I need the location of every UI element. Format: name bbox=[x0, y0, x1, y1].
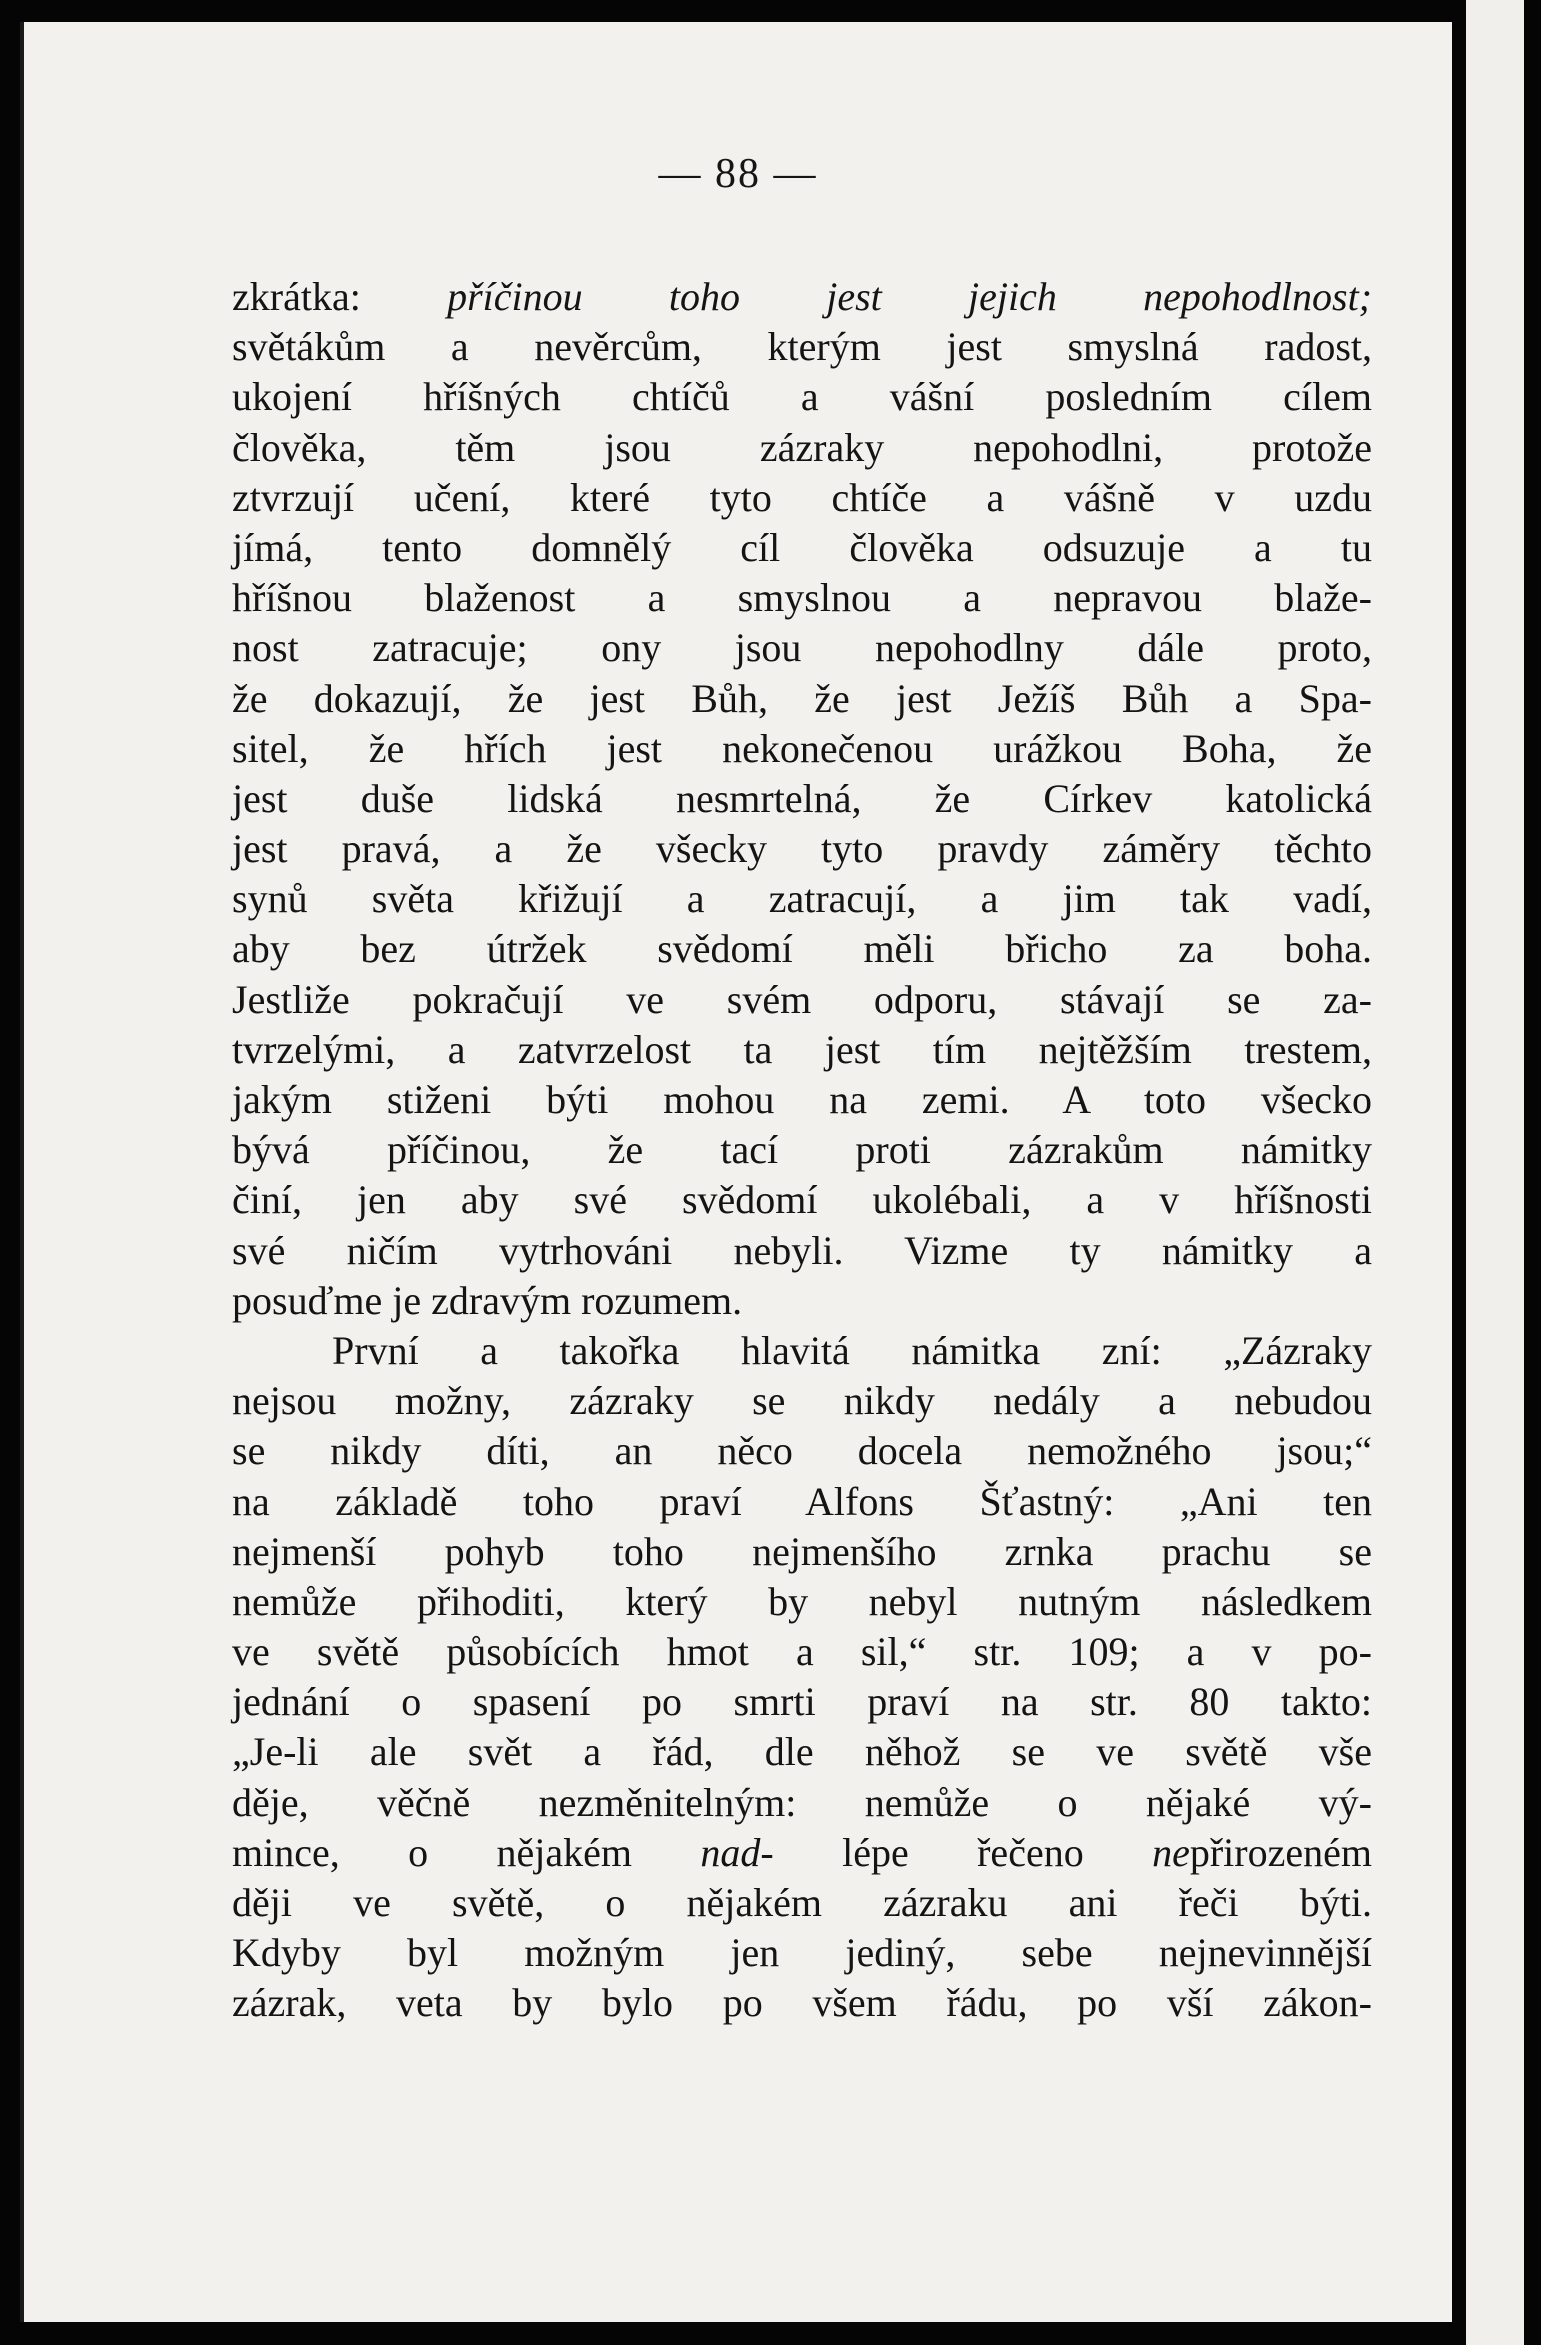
text-line: hříšnou blaženost a smyslnou a nepravou blaže- bbox=[232, 575, 1372, 621]
text-line: jest pravá, a že všecky tyto pravdy záměry těchto bbox=[232, 826, 1372, 872]
text-line: Kdyby byl možným jen jediný, sebe nejnevinnější bbox=[232, 1930, 1372, 1976]
text-line: bývá příčinou, že tací proti zázrakům námitky bbox=[232, 1127, 1372, 1173]
text-line: ději ve světě, o nějakém zázraku ani řeči býti. bbox=[232, 1880, 1372, 1925]
text-line: nejmenší pohyb toho nejmenšího zrnka prachu se bbox=[232, 1528, 1372, 1574]
text-line: své ničím vytrhováni nebyli. Vizme ty námitky a bbox=[232, 1227, 1372, 1273]
text-line: sitel, že hřích jest nekonečenou urážkou Boha, že bbox=[232, 725, 1372, 771]
text-line: ztvrzují učení, které tyto chtíče a vášně v uzdu bbox=[232, 474, 1372, 520]
text-line: nejsou možny, zázraky se nikdy nedály a nebudou bbox=[232, 1378, 1372, 1424]
italic-segment: ne bbox=[1152, 1829, 1190, 1875]
text-segment: zkrátka: bbox=[232, 274, 448, 319]
text-line: jednání o spasení po smrti praví na str. 80 takto: bbox=[232, 1679, 1372, 1725]
text-line: „Je-li ale svět a řád, dle něhož se ve světě vše bbox=[232, 1729, 1372, 1775]
text-line: na základě toho praví Alfons Šťastný: „Ani ten bbox=[232, 1478, 1372, 1524]
text-line: zázrak, veta by bylo po všem řádu, po vší zákon- bbox=[232, 1980, 1372, 2026]
text-line: nost zatracuje; ony jsou nepohodlny dále proto, bbox=[232, 625, 1372, 671]
text-line: že dokazují, že jest Bůh, že jest Ježíš Bůh a Spa- bbox=[232, 675, 1372, 721]
text-line: posuďme je zdravým rozumem. bbox=[232, 1277, 743, 1323]
text-line: děje, věčně nezměnitelným: nemůže o nějaké vý- bbox=[232, 1779, 1372, 1825]
text-line: Jestliže pokračují ve svém odporu, stávají se za- bbox=[232, 976, 1372, 1022]
text-line: ve světě působících hmot a sil,“ str. 109; a v po- bbox=[232, 1629, 1372, 1675]
text-line: činí, jen aby své svědomí ukolébali, a v hříšnosti bbox=[232, 1177, 1372, 1223]
text-line: tvrzelými, a zatvrzelost ta jest tím nejtěžším trestem, bbox=[232, 1026, 1372, 1072]
text-line bbox=[232, 272, 1372, 322]
text-line: jest duše lidská nesmrtelná, že Církev katolická bbox=[232, 775, 1372, 821]
text-line: jímá, tento domnělý cíl člověka odsuzuje a tu bbox=[232, 524, 1372, 570]
text-line: jakým stiženi býti mohou na zemi. A toto všecko bbox=[232, 1077, 1372, 1122]
text-line: ukojení hříšných chtíčů a vášní posledním cílem bbox=[232, 374, 1372, 420]
text-segment: přirozeném bbox=[1189, 1829, 1372, 1875]
page-number: — 88 — bbox=[658, 151, 818, 197]
text-line: se nikdy díti, an něco docela nemožného jsou;“ bbox=[232, 1428, 1372, 1474]
text-line: nemůže přihoditi, který by nebyl nutným následkem bbox=[232, 1578, 1372, 1624]
italic-segment: příčinou toho jest jejich nepohodlnost; bbox=[447, 274, 1372, 319]
body-text bbox=[232, 272, 1372, 2029]
italic-segment: nad- bbox=[700, 1829, 774, 1875]
text-line: člověka, těm jsou zázraky nepohodlni, protože bbox=[232, 424, 1372, 470]
text-line: světákům a nevěrcům, kterým jest smyslná radost, bbox=[232, 324, 1372, 370]
text-line: synů světa křižují a zatracují, a jim tak vadí, bbox=[232, 876, 1372, 922]
text-line: První a takořka hlavitá námitka zní: „Zázraky bbox=[332, 1327, 1372, 1373]
book-page bbox=[20, 22, 1452, 2322]
adjacent-page-strip bbox=[1466, 0, 1524, 2345]
text-segment: lépe řečeno bbox=[773, 1829, 1153, 1875]
text-line bbox=[232, 1828, 1372, 1878]
text-line: aby bez útržek svědomí měli břicho za boha. bbox=[232, 926, 1372, 972]
text-segment: mince, o nějakém bbox=[232, 1829, 701, 1875]
